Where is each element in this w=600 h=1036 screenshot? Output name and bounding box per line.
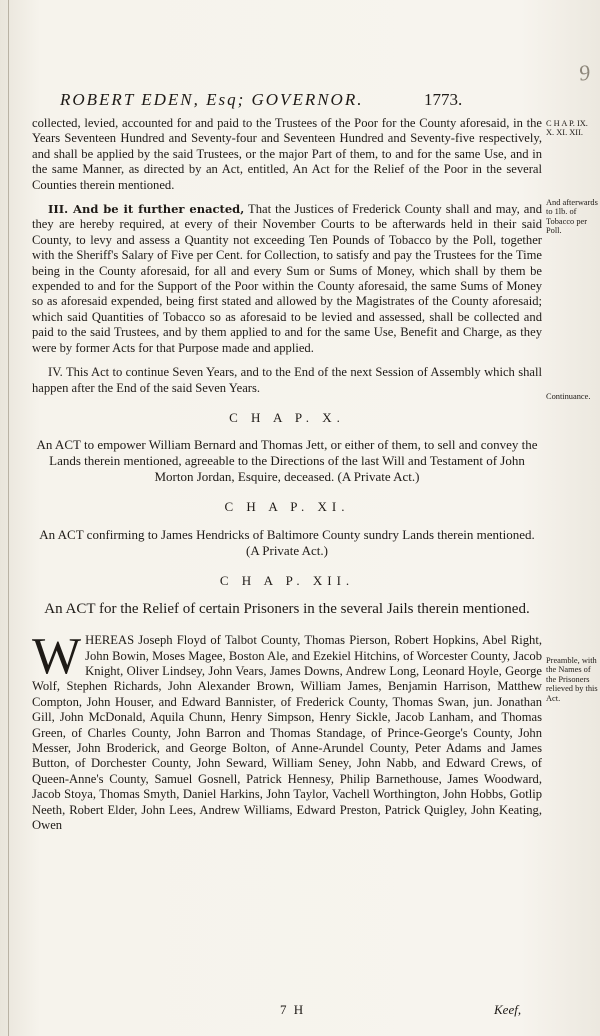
section-three-text: That the Justices of Frederick County shall and may, and they are hereby required, at every of their November Courts to be afterwards held in their said County, to levy and assess a Quantity not exceeding Ten Pounds of Tobacco by the Poll, together with the Sheriff's Salary of Five per Cent. for Collection, to satisfy and pay the Trustees for the Time being in the County aforesaid, for all and every Sum or Sums of Money, which shall by them be expended to and for the Support of the Poor within the County aforesaid, the same Sums of Money so as aforesaid expended, being first stated and allowed by the Magistrates of the County aforesaid; which said Quantities of Tobacco so as aforesaid to be levied and assessed, shall be collected and paid to the said Trustees, and by them applied to and for the same Use, Benefit and Charge, as they were by former Acts for that Purpose made and applied. [32,202,542,355]
drop-cap: W [32,628,82,686]
margin-note-continuance: Continuance. [546,392,591,401]
section-three-lead: III. And be it further enacted, [48,202,245,217]
section-three [32,202,542,356]
chapter-title-xii: An ACT for the Relief of certain Prisoners in the several Jails therein mentioned. [44,601,530,618]
paragraph-continuation: collected, levied, accounted for and paid to the Trustees of the Poor for the County aforesaid, in the Years Seventeen Hundred and Seventy-four and Seventeen Hundred and Seventy-five respectively, and shall be applied by the said Trustees, or the major Part of them, to and for the same Use, and in the same Manner, as directed by an Act, entitled, An Act for the Relief of the Poor in the several Counties therein mentioned. [32,116,542,192]
running-head [60,90,480,110]
preamble-paragraph [32,628,542,833]
chapter-title-xi: An ACT confirming to James Hendricks of Baltimore County sundry Lands therein mentioned. (A Private Act.) [39,526,535,558]
margin-note-chapters: C H A P. IX. X. XI. XII. [546,119,588,138]
margin-note-tobacco: And afterwards to 1lb. of Tobacco per Poll. [546,198,598,236]
signature-mark: 7 H [280,1002,306,1017]
preamble-text: HEREAS Joseph Floyd of Talbot County, Thomas Pierson, Robert Hopkins, Abel Right, John Bowin, Moses Magee, Boston Ale, and Ezekiel Hitchins, of Worcester County, Jacob Knight, Oliver Lindsey, John Vears, James Downs, Andrew Long, Leonard Hoyle, George Wolf, Stephen Richards, John Alexander Brown, William James, Benjamin Harrison, Matthew Compton, John Houser, and Edward Bannister, of Frederick County, Thomas Swan, jun. Jonathan Gill, John McDonald, Aquila Chunn, Henry Simpson, Henry Sickle, Jacob Lanham, and Thomas Green, of Charles County, John Barron and Thomas Standage, of Prince-George's County, John Messer, John Broderick, and George Bolton, of Anne-Arundel County, Peter Adams and James Button, of Dorchester County, John Seward, William Seney, John Nabb, and Edward Crews, of Queen-Anne's County, Samuel Gosnell, Patrick Hennesy, Philip Barnethouse, James Woodward, Jacob Stoya, Thomas Smyth, Daniel Harkins, John Taylor, Vachell Worthington, John Hobbs, Gotlip Neeth, Robert Elder, John Lees, Andrew Williams, Edward Preston, Patrick Quigley, John Keating, Owen [32,633,542,832]
corner-pencil-mark: 9 [577,59,592,86]
catchword: Keef, [494,1002,522,1017]
main-text [32,116,542,833]
chapter-heading-xii: C H A P. XII. [219,572,355,588]
chapter-heading-x: C H A P. X. [229,409,345,425]
margin-note-preamble: Preamble, with the Names of the Prisoners relieved by this Act. [546,656,598,703]
running-head-title: ROBERT EDEN, Esq; GOVERNOR. [60,90,364,109]
binding-edge [8,0,9,1036]
running-head-year: 1773. [424,90,463,109]
chapter-title-x: An ACT to empower William Bernard and Thomas Jett, or either of them, to sell and convey the Lands therein mentioned, agreeable to the Directions of the last Will and Testament of John Morton Jordan, Esquire, deceased. (A Private Act.) [36,437,538,485]
section-four: IV. This Act to continue Seven Years, and to the End of the next Session of Assembly which shall happen after the End of the said Seven Years. [32,365,542,395]
chapter-heading-xi: C H A P. XI. [224,499,350,515]
